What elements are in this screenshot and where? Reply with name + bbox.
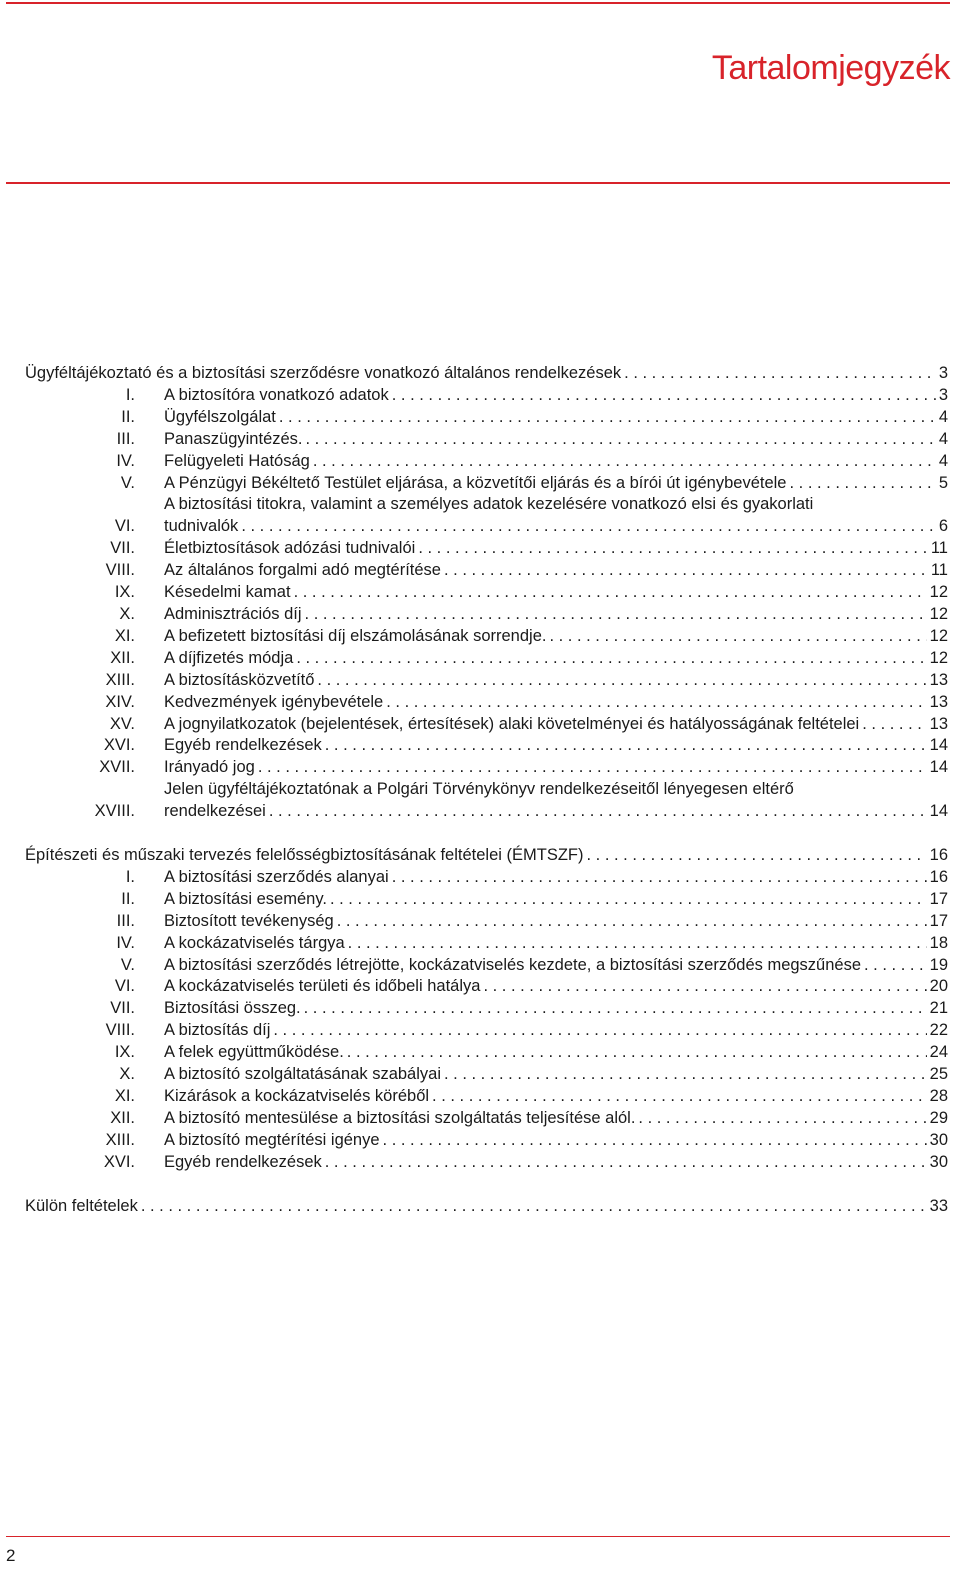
toc-page-number: 30	[929, 1130, 948, 1149]
top-rule	[6, 2, 950, 4]
dot-leader	[862, 714, 926, 736]
dot-leader	[789, 473, 935, 495]
toc-entry-number: II.	[121, 889, 135, 908]
toc-page-number: 21	[929, 999, 948, 1018]
toc-entry-title: A biztosító mentesülése a biztosítási szolgáltatás teljesítése alól.	[164, 1108, 636, 1127]
toc-section-title: Külön feltételek	[25, 1196, 138, 1215]
toc-entry-number: III.	[116, 429, 135, 448]
toc-page-number: 19	[929, 955, 948, 974]
toc-page-number: 13	[929, 714, 948, 733]
dot-leader	[325, 735, 927, 757]
toc-entry-title: A biztosítás díj	[164, 1021, 271, 1040]
toc-entry-title: A biztosítási szerződés létrejötte, kockázatviselés kezdete, a biztosítási szerződés megszűnése	[164, 955, 862, 974]
toc-section-title: Építészeti és műszaki tervezés felelősségbiztosításának feltételei (ÉMTSZF)	[25, 846, 584, 865]
toc-entry-title: Az általános forgalmi adó megtérítése	[164, 561, 441, 580]
toc-entry-title: Ügyfélszolgálat	[164, 407, 276, 426]
toc-entry[interactable]	[25, 955, 948, 977]
toc-entry-number: II.	[121, 407, 135, 426]
toc-entry-number: XI.	[114, 626, 135, 645]
toc-entry-title: Irányadó jog	[164, 758, 255, 777]
toc-entry-title: A kockázatviselés területi és időbeli hatálya	[164, 977, 481, 996]
toc-entry-title: A biztosítási esemény.	[164, 889, 327, 908]
toc-entry[interactable]	[25, 451, 948, 473]
toc-page-number: 28	[929, 1087, 948, 1105]
page-title: Tartalomjegyzék	[711, 48, 950, 87]
toc-entry-title: A biztosító megtérítési igénye	[164, 1130, 380, 1149]
toc-page-number: 3	[938, 364, 948, 382]
toc-page-number: 5	[938, 473, 948, 492]
dot-leader	[306, 429, 936, 451]
toc-entry-number: V.	[120, 473, 135, 492]
toc-page-number: 24	[929, 1043, 948, 1062]
dot-leader	[418, 538, 928, 560]
toc-entry[interactable]	[25, 1020, 948, 1042]
toc-entry-number: VI.	[114, 977, 135, 996]
toc-entry[interactable]	[25, 648, 948, 670]
dot-leader	[337, 911, 927, 933]
toc-entry-number: IX.	[114, 1043, 135, 1062]
toc-entry-number: V.	[120, 955, 135, 974]
toc-entry-number: X.	[119, 604, 135, 623]
dot-leader	[586, 845, 926, 867]
toc-entry-number: VII.	[110, 999, 135, 1018]
toc-entry[interactable]	[25, 604, 948, 626]
toc-entry[interactable]	[25, 1064, 948, 1086]
toc-entry-number: XII.	[110, 648, 135, 667]
toc-entry[interactable]	[25, 1108, 948, 1130]
dot-leader	[347, 1042, 927, 1064]
table-of-contents	[25, 363, 948, 1240]
toc-entry-title: Egyéb rendelkezések	[164, 1152, 322, 1171]
toc-entry[interactable]	[25, 626, 948, 648]
toc-entry-number: XVII.	[99, 758, 135, 777]
toc-entry[interactable]	[25, 867, 948, 889]
toc-entry-number: IV.	[116, 451, 135, 470]
dot-leader	[269, 801, 927, 823]
dot-leader	[638, 1108, 926, 1130]
toc-entry-title-continued: rendelkezései	[164, 802, 266, 821]
dot-leader	[383, 1130, 927, 1152]
dot-leader	[392, 385, 936, 407]
toc-entry[interactable]	[25, 407, 948, 429]
toc-entry[interactable]	[25, 473, 948, 495]
toc-entry-title: Kizárások a kockázatviselés köréből	[164, 1087, 430, 1105]
toc-entry-title: Életbiztosítások adózási tudnivalói	[164, 539, 416, 558]
toc-section-heading[interactable]	[25, 363, 948, 385]
toc-entry[interactable]	[25, 1130, 948, 1152]
toc-page-number: 4	[938, 407, 948, 426]
dot-leader	[624, 363, 936, 385]
footer-rule	[6, 1536, 950, 1537]
toc-entry[interactable]	[25, 779, 948, 823]
toc-entry-title-continued: tudnivalók	[164, 517, 239, 536]
toc-entry-number: VIII.	[105, 1021, 135, 1040]
toc-page-number: 30	[929, 1152, 948, 1171]
dot-leader	[864, 955, 927, 977]
toc-section-title: Ügyféltájékoztató és a biztosítási szerződésre vonatkozó általános rendelkezések	[25, 364, 622, 382]
toc-entry-number: XIII.	[105, 670, 135, 689]
toc-page-number: 14	[929, 802, 948, 821]
toc-page-number: 17	[929, 911, 948, 930]
toc-page-number: 20	[929, 977, 948, 996]
toc-entry-title: A felek együttműködése.	[164, 1043, 344, 1062]
dot-leader	[273, 1020, 926, 1042]
toc-entry[interactable]	[25, 911, 948, 933]
dot-leader	[241, 516, 936, 538]
toc-page-number: 25	[929, 1065, 948, 1084]
toc-entry-number: VIII.	[105, 561, 135, 580]
dot-leader	[444, 560, 928, 582]
toc-page-number: 12	[929, 648, 948, 667]
toc-entry-title: Jelen ügyféltájékoztatónak a Polgári Törvénykönyv rendelkezéseitől lényegesen eltérő	[164, 780, 794, 799]
toc-entry-number: XIV.	[105, 692, 135, 711]
toc-entry-number: I.	[125, 867, 135, 886]
toc-page-number: 4	[938, 451, 948, 470]
toc-entry-number: XVIII.	[94, 802, 135, 821]
dot-leader	[483, 976, 926, 998]
toc-entry-number: X.	[119, 1065, 135, 1084]
toc-entry[interactable]	[25, 560, 948, 582]
toc-entry[interactable]	[25, 494, 948, 538]
toc-entry[interactable]	[25, 714, 948, 736]
toc-entry[interactable]	[25, 757, 948, 779]
toc-entry[interactable]	[25, 538, 948, 560]
toc-page-number: 13	[929, 670, 948, 689]
dot-leader	[317, 670, 926, 692]
toc-entry-title: A jognyilatkozatok (bejelentések, értesítések) alaki követelményei és hatályosságának feltételei	[164, 714, 860, 733]
dot-leader	[313, 451, 936, 473]
toc-entry-title: Felügyeleti Hatóság	[164, 451, 310, 470]
dot-leader	[325, 1152, 927, 1174]
toc-page-number: 16	[929, 846, 948, 865]
dot-leader	[141, 1196, 927, 1218]
toc-entry[interactable]	[25, 933, 948, 955]
toc-page-number: 3	[938, 385, 948, 404]
dot-leader	[348, 933, 927, 955]
toc-page-number: 18	[929, 933, 948, 952]
toc-entry-title: A kockázatviselés tárgya	[164, 933, 345, 952]
toc-page-number: 17	[929, 889, 948, 908]
dot-leader	[444, 1064, 927, 1086]
toc-entry[interactable]	[25, 385, 948, 407]
toc-page-number: 12	[929, 626, 948, 645]
toc-section	[25, 363, 948, 823]
dot-leader	[386, 692, 926, 714]
toc-entry-title: Egyéb rendelkezések	[164, 736, 322, 755]
toc-entry[interactable]	[25, 998, 948, 1020]
dot-leader	[294, 582, 927, 604]
dot-leader	[258, 757, 927, 779]
dot-leader	[296, 648, 926, 670]
dot-leader	[305, 604, 927, 626]
toc-section	[25, 845, 948, 1174]
toc-entry-number: I.	[125, 385, 135, 404]
toc-page-number: 14	[929, 736, 948, 755]
toc-entry-number: XVI.	[103, 736, 135, 755]
toc-entry-number: XVI.	[103, 1152, 135, 1171]
toc-entry-title: Adminisztrációs díj	[164, 604, 302, 623]
toc-entry[interactable]	[25, 735, 948, 757]
dot-leader	[432, 1086, 927, 1108]
toc-page-number: 29	[929, 1108, 948, 1127]
header-rule	[6, 182, 950, 184]
toc-entry-number: VI.	[114, 517, 135, 536]
toc-entry-number: XIII.	[105, 1130, 135, 1149]
toc-entry-title: A Pénzügyi Békéltető Testület eljárása, a közvetítői eljárás és a bírói út igénybevétele	[164, 473, 787, 492]
toc-entry-title: A befizetett biztosítási díj elszámolásának sorrendje.	[164, 626, 547, 645]
toc-entry[interactable]	[25, 889, 948, 911]
dot-leader	[330, 889, 927, 911]
dot-leader	[304, 998, 927, 1020]
toc-page-number: 12	[929, 583, 948, 602]
toc-entry-number: III.	[116, 911, 135, 930]
toc-entry-title: A biztosítóra vonatkozó adatok	[164, 385, 389, 404]
toc-entry-number: VII.	[110, 539, 135, 558]
toc-page-number: 6	[938, 517, 948, 536]
dot-leader	[549, 626, 926, 648]
toc-page-number: 11	[930, 561, 948, 580]
toc-entry-number: IX.	[114, 583, 135, 602]
toc-entry-title: A biztosítási titokra, valamint a személyes adatok kezelésére vonatkozó elsi és gyakorlati	[164, 495, 814, 514]
toc-entry-number: XV.	[109, 714, 135, 733]
toc-entry[interactable]	[25, 429, 948, 451]
toc-entry-title: Kedvezmények igénybevétele	[164, 692, 384, 711]
toc-entry[interactable]	[25, 976, 948, 998]
toc-entry[interactable]	[25, 692, 948, 714]
toc-entry[interactable]	[25, 1042, 948, 1064]
toc-entry-number: XI.	[114, 1087, 135, 1105]
toc-page-number: 33	[929, 1196, 948, 1215]
toc-page-number: 22	[929, 1021, 948, 1040]
page-number: 2	[6, 1546, 16, 1565]
toc-entry[interactable]	[25, 670, 948, 692]
toc-entry-number: XII.	[110, 1108, 135, 1127]
toc-page-number: 16	[929, 867, 948, 886]
toc-page-number: 12	[929, 604, 948, 623]
toc-section-heading[interactable]	[25, 1196, 948, 1218]
toc-page-number: 14	[929, 758, 948, 777]
toc-entry-title: Késedelmi kamat	[164, 583, 291, 602]
toc-section-heading[interactable]	[25, 845, 948, 867]
toc-entry-title: Biztosítási összeg.	[164, 999, 301, 1018]
toc-entry-title: Biztosított tevékenység	[164, 911, 334, 930]
toc-entry-title: A díjfizetés módja	[164, 648, 294, 667]
toc-entry[interactable]	[25, 1152, 948, 1174]
toc-page-number: 4	[938, 429, 948, 448]
toc-entry-title: A biztosító szolgáltatásának szabályai	[164, 1065, 441, 1084]
toc-entry-title: Panaszügyintézés.	[164, 429, 303, 448]
toc-entry[interactable]	[25, 582, 948, 604]
toc-page-number: 13	[929, 692, 948, 711]
toc-entry-title: A biztosításközvetítő	[164, 670, 315, 689]
toc-section	[25, 1196, 948, 1218]
toc-page-number: 11	[930, 539, 948, 558]
toc-entry[interactable]	[25, 1086, 948, 1108]
dot-leader	[279, 407, 936, 429]
toc-entry-number: IV.	[116, 933, 135, 952]
dot-leader	[392, 867, 927, 889]
toc-entry-title: A biztosítási szerződés alanyai	[164, 867, 389, 886]
